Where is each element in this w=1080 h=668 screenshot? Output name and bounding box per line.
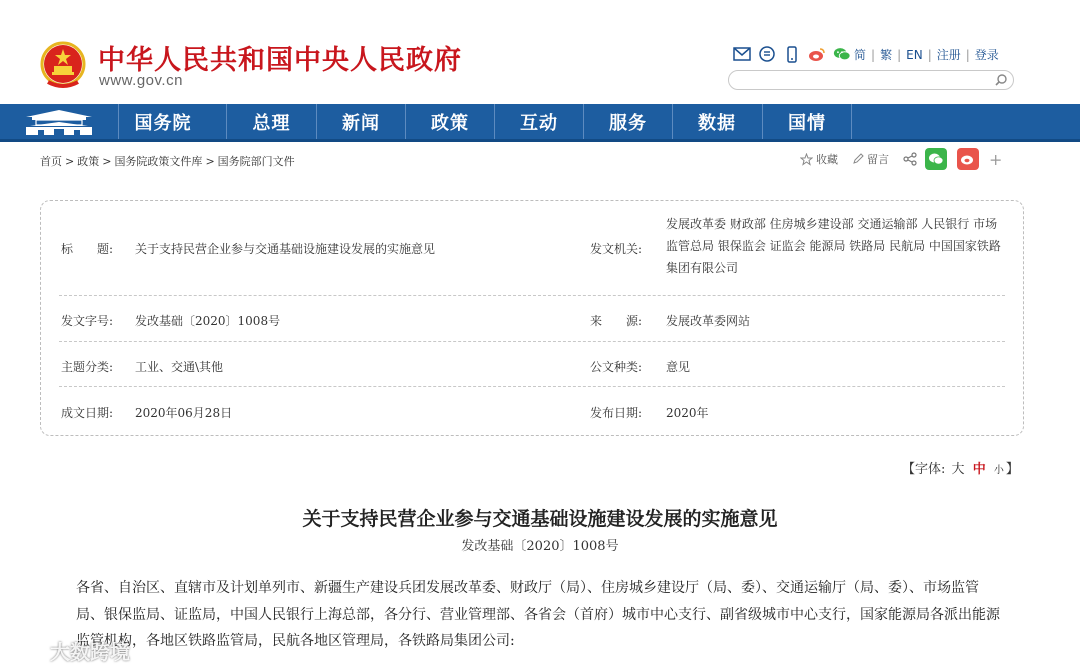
rss-icon[interactable] xyxy=(758,45,776,63)
pencil-icon xyxy=(852,153,864,165)
site-title[interactable]: 中华人民共和国中央人民政府 xyxy=(98,45,462,76)
article-body: 各省、自治区、直辖市及计划单列市、新疆生产建设兵团发展改革委、财政厅（局）、住房城乡建设厅（局、委）、交通运输厅（局、委）、市场监管局、银保监局、证监局，中国人民银行上海总部，各分行、营业管理部、各省会（首府）城市中心支行、副省级城市中心支行，国家能源局各派出能源监管机构，各地区铁路监管局，民航各地区管理局，各铁路局集团公司: xyxy=(76,580,1000,649)
publish-date-value: 2020年 xyxy=(666,406,709,420)
row-divider xyxy=(59,386,1005,387)
article-title: 关于支持民营企业参与交通基础设施建设发展的实施意见 xyxy=(302,508,778,530)
nav-item-national-info[interactable]: 国情 xyxy=(762,104,851,139)
header-tools xyxy=(733,44,851,64)
lang-simplified-link[interactable]: 简 xyxy=(854,48,867,62)
font-size-large[interactable]: 大 xyxy=(951,462,965,477)
document-info-table xyxy=(40,200,1024,436)
site-header xyxy=(0,0,1080,104)
font-size-small[interactable]: 小 xyxy=(993,465,1004,476)
doc-type-value: 意见 xyxy=(666,360,691,374)
nav-item-news[interactable]: 新闻 xyxy=(316,104,405,139)
breadcrumb-policy-library[interactable]: 国务院政策文件库 xyxy=(114,155,203,168)
row-divider xyxy=(59,295,1005,296)
issuer-label: 发文机关: xyxy=(590,242,643,256)
nav-home[interactable] xyxy=(0,104,118,139)
nav-item-services[interactable]: 服务 xyxy=(583,104,672,139)
separator: | xyxy=(897,47,902,62)
nav-divider xyxy=(851,104,852,139)
doc-type-label: 公文种类: xyxy=(590,360,643,374)
separator: | xyxy=(965,47,970,62)
font-switch-suffix: 】 xyxy=(1005,462,1019,477)
wechat-share-button[interactable] xyxy=(925,148,947,170)
comment-button[interactable] xyxy=(852,151,889,167)
share-icon xyxy=(903,152,917,166)
site-url[interactable]: www.gov.cn xyxy=(99,72,183,89)
doc-number-label: 发文字号: xyxy=(61,314,114,328)
breadcrumb-separator: > xyxy=(205,155,215,168)
weibo-icon[interactable] xyxy=(808,45,826,63)
breadcrumb-policy[interactable]: 政策 xyxy=(77,155,100,168)
weibo-share-button[interactable] xyxy=(957,148,979,170)
issuer-value: 发展改革委 财政部 住房城乡建设部 交通运输部 人民银行 市场监管总局 银保监会 证监会 能源局 铁路局 民航局 中国国家铁路集团有限公司 xyxy=(666,217,1001,275)
breadcrumb-separator: > xyxy=(65,155,75,168)
lang-traditional-link[interactable]: 繁 xyxy=(880,48,893,62)
source-value: 发展改革委网站 xyxy=(666,314,751,328)
watermark-logo-icon xyxy=(6,640,48,662)
written-date-value: 2020年06月28日 xyxy=(135,406,233,420)
tiananmen-home-icon xyxy=(22,108,96,136)
nav-item-interaction[interactable]: 互动 xyxy=(494,104,583,139)
font-size-switcher xyxy=(902,458,1019,477)
main-nav xyxy=(0,104,1080,142)
mobile-icon[interactable] xyxy=(783,45,801,63)
doc-number-value: 发改基础〔2020〕1008号 xyxy=(135,314,281,328)
category-value: 工业、交通\其他 xyxy=(135,360,224,374)
written-date-label: 成文日期: xyxy=(61,406,114,420)
search-input[interactable] xyxy=(739,72,993,92)
favorite-label: 收藏 xyxy=(816,153,838,166)
separator: | xyxy=(871,47,876,62)
title-label: 标 题: xyxy=(61,242,114,256)
breadcrumb xyxy=(40,153,295,169)
row-divider xyxy=(59,341,1005,342)
favorite-button[interactable] xyxy=(800,151,838,167)
nav-item-state-council[interactable]: 国务院 xyxy=(118,104,207,139)
category-label: 主题分类: xyxy=(61,360,114,374)
article-doc-number: 发改基础〔2020〕1008号 xyxy=(461,539,619,554)
title-value: 关于支持民营企业参与交通基础设施建设发展的实施意见 xyxy=(135,242,436,256)
font-switch-prefix: 【字体: xyxy=(902,462,946,477)
emblem-icon[interactable] xyxy=(40,40,86,90)
nav-item-policy[interactable]: 政策 xyxy=(405,104,494,139)
share-button[interactable] xyxy=(903,152,917,166)
share-bar xyxy=(800,147,1002,171)
watermark-text: 大数跨境 xyxy=(50,640,130,664)
breadcrumb-separator: > xyxy=(102,155,112,168)
wechat-icon xyxy=(928,152,944,166)
lang-english-link[interactable]: EN xyxy=(906,47,923,62)
nav-item-premier[interactable]: 总理 xyxy=(226,104,316,139)
comment-label: 留言 xyxy=(867,153,889,166)
register-link[interactable]: 注册 xyxy=(936,48,961,62)
search-box xyxy=(728,70,1014,90)
weibo-icon xyxy=(960,152,976,166)
wechat-icon[interactable] xyxy=(833,45,851,63)
font-size-medium[interactable]: 中 xyxy=(972,462,986,477)
separator: | xyxy=(927,47,932,62)
nav-item-data[interactable]: 数据 xyxy=(672,104,761,139)
mail-icon[interactable] xyxy=(733,45,751,63)
source-label: 来 源: xyxy=(590,314,643,328)
share-more-button[interactable]: + xyxy=(989,149,1003,169)
language-links xyxy=(854,46,999,63)
breadcrumb-home[interactable]: 首页 xyxy=(40,155,62,168)
search-icon[interactable] xyxy=(994,73,1008,87)
breadcrumb-department-docs[interactable]: 国务院部门文件 xyxy=(217,155,295,168)
login-link[interactable]: 登录 xyxy=(974,48,999,62)
publish-date-label: 发布日期: xyxy=(590,406,643,420)
watermark xyxy=(6,636,130,665)
star-icon xyxy=(800,153,813,166)
